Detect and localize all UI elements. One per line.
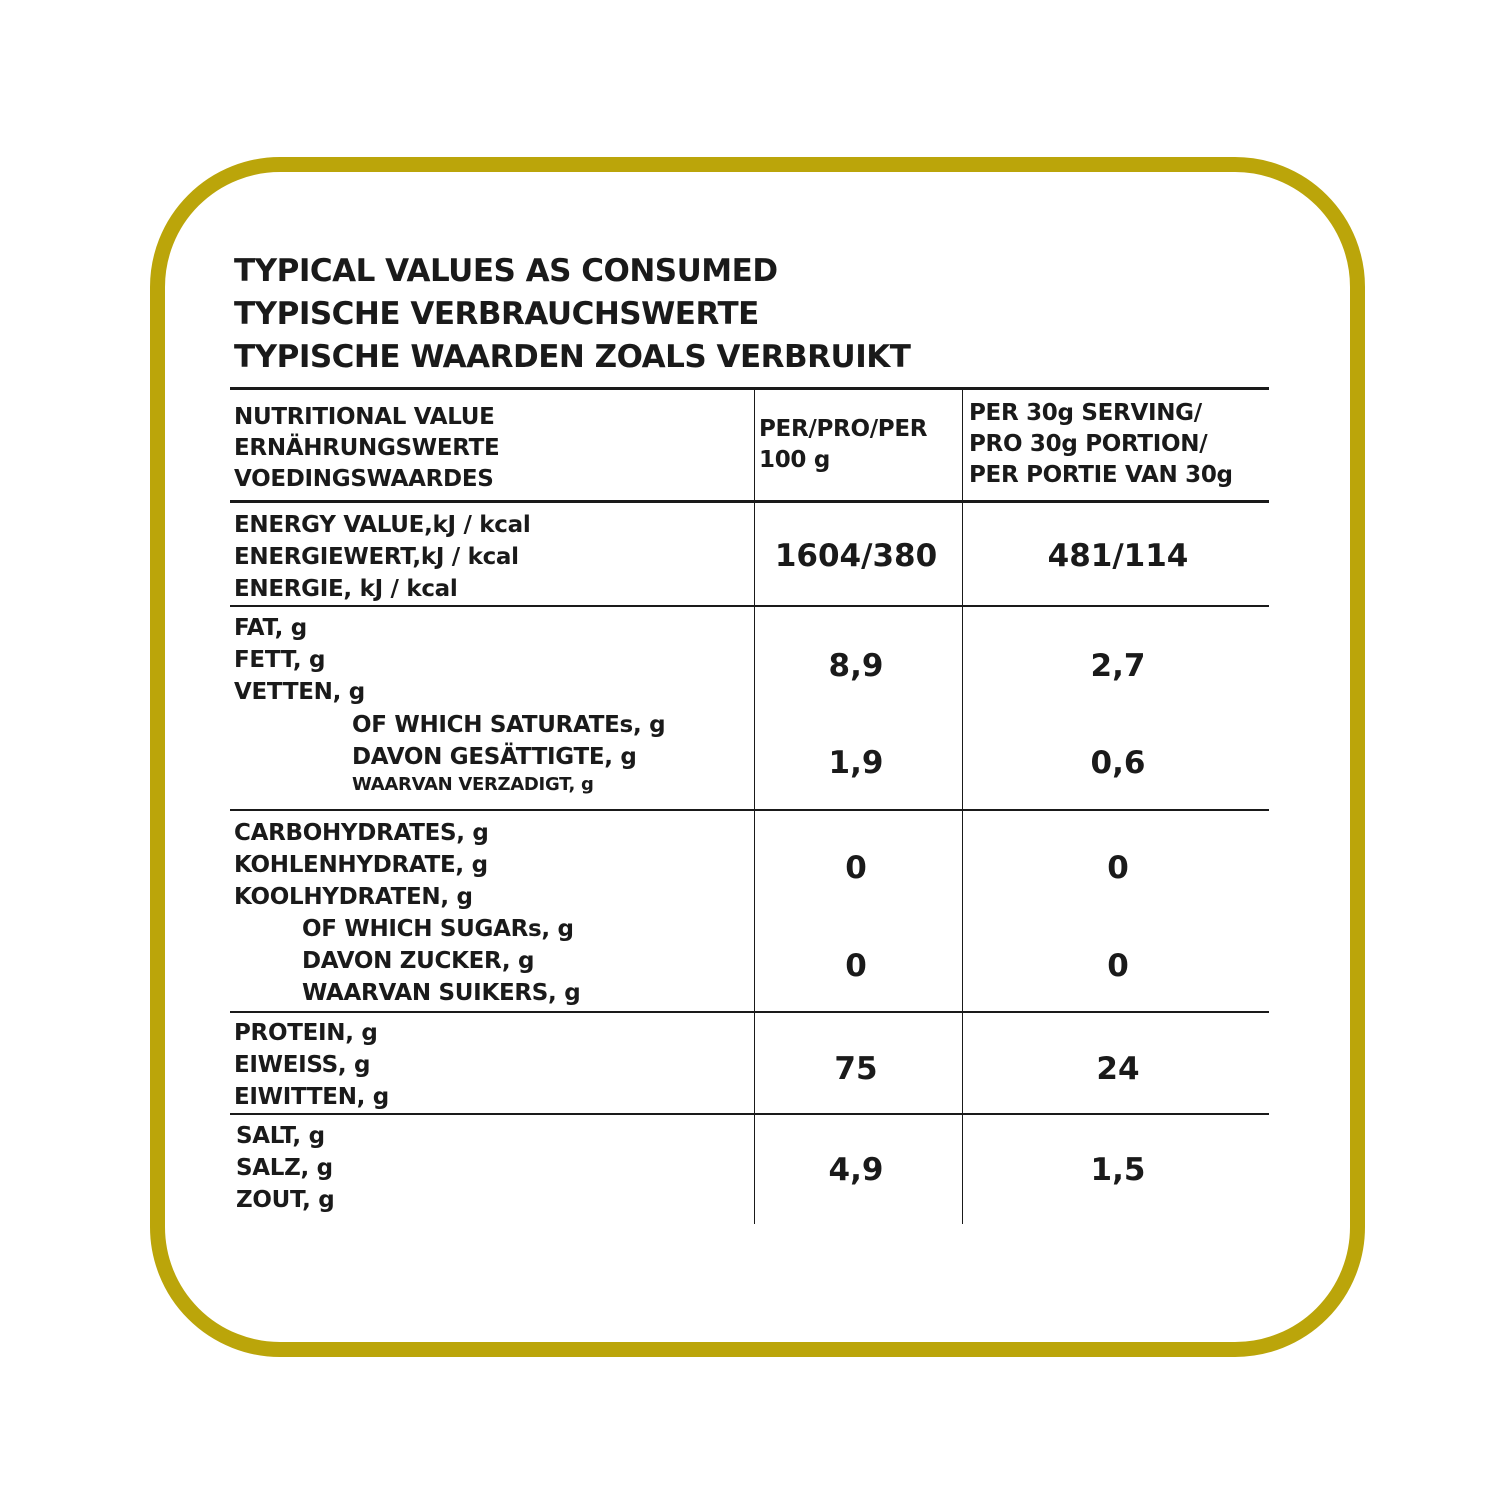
energy-label-en: ENERGY VALUE,kJ / kcal xyxy=(234,512,531,538)
protein-label xyxy=(234,1017,389,1113)
header-nutrient xyxy=(234,402,499,495)
fat-label-de: FETT, g xyxy=(234,647,326,673)
carbohydrates-label-de: KOHLENHYDRATE, g xyxy=(234,852,488,878)
sugars-label-de: DAVON ZUCKER, g xyxy=(302,948,535,974)
column-divider xyxy=(754,390,755,1224)
heading-line-nl: TYPISCHE WAARDEN ZOALS VERBRUIKT xyxy=(234,339,911,375)
protein-label-nl: EIWITTEN, g xyxy=(234,1084,389,1110)
header-divider xyxy=(230,500,1269,503)
protein-label-en: PROTEIN, g xyxy=(234,1020,378,1046)
salt-label-nl: ZOUT, g xyxy=(236,1187,335,1213)
heading-line-de: TYPISCHE VERBRAUCHSWERTE xyxy=(234,296,759,332)
fat-label-nl: VETTEN, g xyxy=(234,679,365,705)
carbohydrates-label-en: CARBOHYDRATES, g xyxy=(234,820,489,846)
label-heading xyxy=(234,250,1274,379)
protein-label-de: EIWEISS, g xyxy=(234,1052,371,1078)
saturates-label-de: DAVON GESÄTTIGTE, g xyxy=(352,744,637,770)
fat-label-en: FAT, g xyxy=(234,615,307,641)
header-nutrient-nl: VOEDINGSWAARDES xyxy=(234,466,494,492)
fat-per100: 8,9 xyxy=(828,648,884,684)
heading-line-en: TYPICAL VALUES AS CONSUMED xyxy=(234,253,778,289)
protein-perserving: 24 xyxy=(1096,1051,1140,1087)
saturates-perserving: 0,6 xyxy=(1090,745,1146,781)
sugars-per100: 0 xyxy=(845,948,867,984)
saturates-label-en: OF WHICH SATURATEs, g xyxy=(352,712,666,738)
header-nutrient-de: ERNÄHRUNGSWERTE xyxy=(234,435,500,461)
column-divider xyxy=(962,390,963,1224)
header-per100 xyxy=(759,414,927,476)
salt-label-en: SALT, g xyxy=(236,1123,325,1149)
energy-label-de: ENERGIEWERT,kJ / kcal xyxy=(234,544,519,570)
header-per100-line2: 100 g xyxy=(759,447,830,473)
saturates-label xyxy=(352,709,665,797)
nutrition-table xyxy=(230,387,1269,1224)
carbohydrates-label xyxy=(234,817,489,913)
header-perserving-nl: PER PORTIE VAN 30g xyxy=(969,462,1233,488)
energy-per100: 1604/380 xyxy=(774,538,938,574)
protein-per100: 75 xyxy=(834,1051,878,1087)
row-divider xyxy=(230,1011,1269,1013)
energy-label xyxy=(234,509,530,605)
header-per100-line1: PER/PRO/PER xyxy=(759,416,928,442)
carbohydrates-label-nl: KOOLHYDRATEN, g xyxy=(234,884,473,910)
carbohydrates-perserving: 0 xyxy=(1107,850,1129,886)
row-divider xyxy=(230,605,1269,607)
salt-label-de: SALZ, g xyxy=(236,1155,333,1181)
sugars-label-nl: WAARVAN SUIKERS, g xyxy=(302,980,581,1006)
header-nutrient-en: NUTRITIONAL VALUE xyxy=(234,404,495,430)
salt-label xyxy=(236,1120,334,1216)
sugars-label-en: OF WHICH SUGARs, g xyxy=(302,916,574,942)
saturates-label-nl: WAARVAN VERZADIGT, g xyxy=(352,774,594,795)
salt-perserving: 1,5 xyxy=(1090,1152,1146,1188)
header-perserving-de: PRO 30g PORTION/ xyxy=(969,431,1208,457)
fat-label xyxy=(234,612,365,708)
carbohydrates-per100: 0 xyxy=(845,850,867,886)
saturates-per100: 1,9 xyxy=(828,745,884,781)
row-divider xyxy=(230,809,1269,811)
row-divider xyxy=(230,1113,1269,1115)
energy-label-nl: ENERGIE, kJ / kcal xyxy=(234,576,458,602)
header-perserving xyxy=(969,398,1233,491)
energy-perserving: 481/114 xyxy=(1047,538,1189,574)
fat-perserving: 2,7 xyxy=(1090,648,1146,684)
header-perserving-en: PER 30g SERVING/ xyxy=(969,400,1202,426)
sugars-label xyxy=(302,913,580,1009)
salt-per100: 4,9 xyxy=(828,1152,884,1188)
sugars-perserving: 0 xyxy=(1107,948,1129,984)
